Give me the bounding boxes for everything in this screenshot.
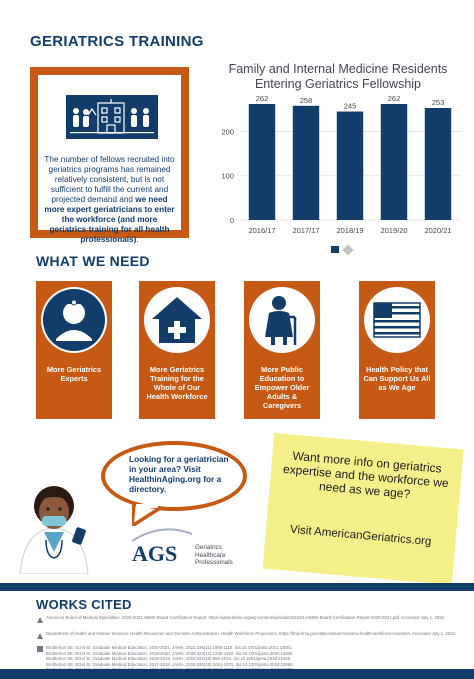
flag-icon — [364, 287, 430, 353]
ags-logo-swoosh — [132, 528, 192, 542]
need-card-label: Health Policy that Can Support Us All as We Age — [363, 365, 431, 392]
bar-data-label: 262 — [255, 94, 269, 103]
hospital-people-icon — [66, 95, 158, 139]
y-tick-label: 200 — [221, 127, 234, 137]
chart-bar — [337, 112, 363, 220]
ags-logo-line2: Healthcare — [195, 551, 226, 559]
directory-speech-bubble — [101, 441, 247, 511]
ags-logo-line1: Geriatrics — [195, 544, 222, 551]
intro-text-plain: The number of fellows recruited into geriatrics programs has remained relatively consistent, but is not sufficient to fulfill the current and projected demand and — [44, 155, 175, 204]
x-tick-label: 2019/20 — [380, 226, 408, 235]
older-adult-icon — [249, 287, 315, 353]
more-info-text: Want more info on geriatrics expertise and the workforce we need as we age? — [282, 448, 450, 502]
chart-bar — [293, 106, 319, 220]
more-info-note — [262, 433, 463, 585]
y-tick-label: 100 — [221, 171, 234, 181]
need-card-experts — [36, 281, 112, 419]
fellowship-bar-chart — [210, 90, 466, 240]
need-section-title: WHAT WE NEED — [36, 253, 150, 269]
citation-item: American Board of Medical Specialties. 2020-2021 ABMS Board Certification Report. https://www.abms.org/wp-content/uploads/2022/01/ABMS-Board-Certification-Report-2020-2021.pdf. Accessed July 1, 2022. — [46, 615, 446, 620]
chart-bar — [425, 108, 451, 220]
need-card-label: More Geriatrics Training for the Whole of Our Health Workforce — [146, 365, 208, 401]
ags-logo-line3: Professionals — [195, 559, 233, 566]
legend-marker-active — [331, 246, 339, 253]
legend-marker-inactive — [342, 244, 353, 255]
chart-bar — [249, 104, 275, 220]
ags-logo: AGS — [132, 541, 178, 566]
intro-text-bold: we need more expert geriatricians to enter the workforce (and more geriatrics training for all health professionals) — [44, 195, 175, 244]
intro-text-end: . — [136, 235, 139, 244]
doctor-illustration — [14, 470, 96, 574]
more-info-link[interactable]: Visit AmericanGeriatrics.org — [289, 523, 432, 549]
works-cited-title: WORKS CITED — [36, 597, 132, 612]
need-card-circle — [144, 287, 210, 353]
hospital-people-illustration — [66, 95, 158, 139]
need-card-training — [139, 281, 215, 419]
citation-item: Brotherton SE, Etzel SI. Graduate Medical Education, 2020-2021. JAMA. 2021;326(11):1088-1110. doi:10.1001/jama.2021.13501 — [46, 645, 292, 650]
bar-data-label: 262 — [387, 94, 401, 103]
bar-data-label: 258 — [299, 95, 313, 105]
directory-bubble-text: Looking for a geriatrician in your area? Visit HealthinAging.org for a directory. — [129, 454, 229, 494]
intro-text — [44, 155, 175, 245]
ags-logo-subtitle — [195, 544, 233, 567]
page-title: GERIATRICS TRAINING — [30, 33, 204, 50]
square-bullet-icon — [37, 646, 43, 652]
health-house-icon — [144, 287, 210, 353]
need-card-label: More Public Education to Empower Older Adults & Caregivers — [254, 365, 310, 410]
need-card-circle — [364, 287, 430, 353]
need-card-education — [244, 281, 320, 419]
citation-item: Department of Health and Human Services, Health Resources and Services Administration. Health Workforce Projections. https://bhw.hrsa.gov/data-research/review-health-workforce-research. Accessed July 1, 2022. — [46, 631, 457, 636]
citation-item: Brotherton SE, Etzel SI. Graduate Medical Education, 2019-2020. JAMA. 2020;324(12):1230-1250. doi:10.1001/jama.2020.14635 — [46, 650, 293, 656]
need-card-policy — [359, 281, 435, 419]
x-tick-label: 2018/19 — [336, 226, 364, 235]
x-tick-label: 2020/21 — [424, 226, 452, 235]
intro-box — [30, 67, 189, 244]
bar-data-label: 245 — [343, 101, 357, 111]
citation-item: Brotherton SE, Etzel SI. Graduate Medical Education, 2017-2018. JAMA. 2018;320(10):1051-1070. doi:10.1001/jama.2018.10650 — [46, 661, 293, 667]
x-tick-label: 2017/17 — [292, 226, 320, 235]
bar-data-label: 253 — [431, 97, 445, 107]
bubble-tail — [132, 504, 162, 526]
chart-bar — [381, 104, 407, 220]
y-tick-label: 0 — [229, 216, 234, 225]
works-divider-top — [0, 583, 474, 591]
x-tick-label: 2016/17 — [248, 226, 276, 235]
doctor-icon — [41, 287, 107, 353]
intro-box-inner — [38, 75, 181, 244]
citation-item: Brotherton SE, Etzel SI. Graduate Medical Education, 2018-2019. JAMA. 2019;322(10):996-1016. doi:10.1001/jama.2019.10155 — [46, 656, 291, 661]
chart-title: Family and Internal Medicine Residents Entering Geriatrics Fellowship — [228, 62, 448, 91]
need-card-circle — [249, 287, 315, 353]
works-divider-bottom — [0, 669, 474, 679]
need-card-label: More Geriatrics Experts — [46, 365, 102, 383]
triangle-bullet-icon — [37, 617, 43, 623]
need-card-circle — [41, 287, 107, 353]
triangle-bullet-icon — [37, 633, 43, 639]
